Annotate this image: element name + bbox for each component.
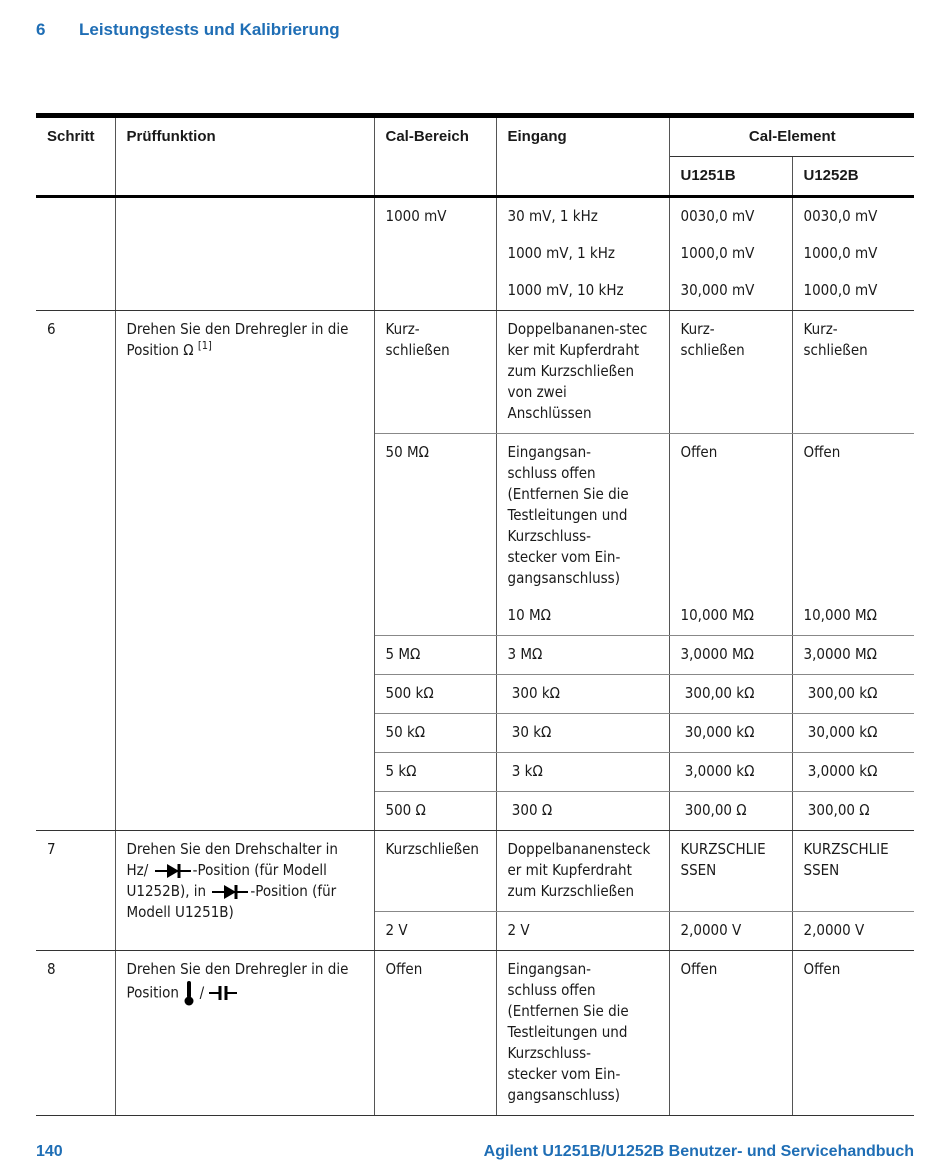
cell-u1251b: KURZSCHLIE SSEN (669, 831, 792, 912)
cell-u1252b: 300,00 kΩ (792, 675, 914, 714)
cell-range: 2 V (374, 912, 496, 951)
cell-u1251b: 2,0000 V (669, 912, 792, 951)
capacitor-icon (208, 984, 238, 1002)
cell-input: Eingangsan- schluss offen (Entfernen Sie die Testleitungen und Kurzschluss- stecker vom Ein- gangsanschluss) (496, 951, 669, 1116)
header-range: Cal-Bereich (374, 116, 496, 197)
table-row (36, 951, 914, 1116)
cell-function: Drehen Sie den Drehregler in die Position / (115, 951, 374, 1116)
cell-u1252b: Offen (792, 951, 914, 1116)
cell-u1251b: Offen 10,000 MΩ (669, 434, 792, 636)
table-row (36, 197, 914, 311)
cell-u1251b: 3,0000 MΩ (669, 636, 792, 675)
cell-input: 30 kΩ (496, 714, 669, 753)
cell-range: 50 MΩ (374, 434, 496, 636)
cell-input: 3 MΩ (496, 636, 669, 675)
cell-u1252b: Offen 10,000 MΩ (792, 434, 914, 636)
cell-function: Drehen Sie den Drehschalter in Hz/ -Position (für Modell U1252B), in -Position (für Modell U1251B) (115, 831, 374, 951)
cell-range: Kurzschließen (374, 831, 496, 912)
cell-u1251b: 300,00 kΩ (669, 675, 792, 714)
cell-range: 5 kΩ (374, 753, 496, 792)
cell-input: 3 kΩ (496, 753, 669, 792)
table-row (36, 311, 914, 434)
page-number: 140 (36, 1143, 63, 1160)
cell-range: Kurz- schließen (374, 311, 496, 434)
cell-u1252b: 2,0000 V (792, 912, 914, 951)
footer-title: Agilent U1251B/U1252B Benutzer- und Servicehandbuch (483, 1143, 914, 1160)
cell-u1251b: Offen (669, 951, 792, 1116)
cell-u1252b: 3,0000 kΩ (792, 753, 914, 792)
cell-input: Doppelbananen-stec ker mit Kupferdraht zum Kurzschließen von zwei Anschlüssen (496, 311, 669, 434)
header-u1251b: U1251B (669, 157, 792, 197)
cell-range: 50 kΩ (374, 714, 496, 753)
header-input: Eingang (496, 116, 669, 197)
cell-u1251b: 0030,0 mV 1000,0 mV 30,000 mV (669, 197, 792, 311)
header-step: Schritt (36, 116, 115, 197)
diode-icon (210, 884, 250, 900)
cell-function: Drehen Sie den Drehregler in die Position Ω [1] (115, 311, 374, 831)
header-cal-element: Cal-Element (669, 116, 914, 157)
cell-input: Eingangsan- schluss offen (Entfernen Sie die Testleitungen und Kurzschluss- stecker vom Ein- gangsanschluss) 10 MΩ (496, 434, 669, 636)
cell-step: 8 (36, 951, 115, 1116)
cell-range: Offen (374, 951, 496, 1116)
cell-step: 6 (36, 311, 115, 831)
cell-range: 5 MΩ (374, 636, 496, 675)
table-row (36, 831, 914, 912)
thermometer-icon (183, 980, 195, 1006)
cell-input: 30 mV, 1 kHz 1000 mV, 1 kHz 1000 mV, 10 kHz (496, 197, 669, 311)
cell-step: 7 (36, 831, 115, 951)
cell-input: Doppelbananensteck er mit Kupferdraht zum Kurzschließen (496, 831, 669, 912)
chapter-title: Leistungstests und Kalibrierung (79, 20, 340, 39)
cell-u1252b: 0030,0 mV 1000,0 mV 1000,0 mV (792, 197, 914, 311)
cell-u1252b: KURZSCHLIE SSEN (792, 831, 914, 912)
cell-input: 300 Ω (496, 792, 669, 831)
running-header (36, 20, 340, 40)
cell-u1252b: 3,0000 MΩ (792, 636, 914, 675)
footnote-ref: [1] (197, 339, 212, 352)
cell-range: 1000 mV (374, 197, 496, 311)
cell-u1252b: 300,00 Ω (792, 792, 914, 831)
cell-u1251b: Kurz- schließen (669, 311, 792, 434)
cell-u1251b: 30,000 kΩ (669, 714, 792, 753)
cell-u1252b: 30,000 kΩ (792, 714, 914, 753)
cell-u1252b: Kurz- schließen (792, 311, 914, 434)
calibration-table (36, 113, 914, 1116)
cell-u1251b: 300,00 Ω (669, 792, 792, 831)
cell-input: 2 V (496, 912, 669, 951)
header-u1252b: U1252B (792, 157, 914, 197)
cell-range: 500 kΩ (374, 675, 496, 714)
cell-range: 500 Ω (374, 792, 496, 831)
header-function: Prüffunktion (115, 116, 374, 197)
cell-u1251b: 3,0000 kΩ (669, 753, 792, 792)
diode-icon (153, 863, 193, 879)
chapter-number: 6 (36, 20, 46, 39)
cell-input: 300 kΩ (496, 675, 669, 714)
